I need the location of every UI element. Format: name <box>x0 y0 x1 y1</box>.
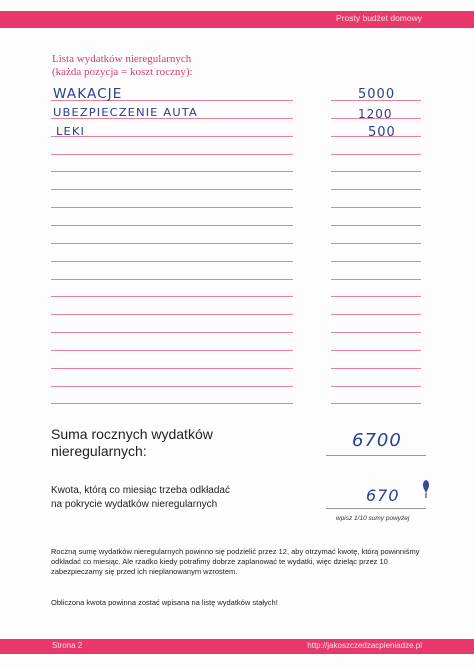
monthly-value-line <box>326 508 426 509</box>
list-rule-left <box>51 261 293 262</box>
list-rule-left <box>51 189 293 190</box>
list-rule-right <box>331 243 421 244</box>
monthly-note: wpisz 1/10 sumy powyżej <box>336 515 410 522</box>
monthly-label-line2: na pokrycie wydatków nieregularnych <box>51 499 218 510</box>
total-label <box>51 426 213 460</box>
list-rule-right <box>331 368 421 369</box>
item-name-3: LEKI <box>56 125 85 138</box>
list-rule-left <box>51 314 293 315</box>
list-rule-right <box>331 207 421 208</box>
total-label-line2: nieregularnych: <box>51 443 147 459</box>
list-rule-right <box>331 314 421 315</box>
header-title: Prosty budżet domowy <box>336 13 422 23</box>
list-rule-right <box>331 386 421 387</box>
list-rule-right <box>331 171 421 172</box>
monthly-label-line1: Kwota, którą co miesiąc trzeba odkładać <box>51 485 230 496</box>
list-rule-left <box>51 386 293 387</box>
list-rule-right <box>331 189 421 190</box>
list-rule-right <box>331 154 421 155</box>
item-amount-3: 500 <box>368 125 396 140</box>
list-rule-left <box>51 243 293 244</box>
list-rule-right <box>331 261 421 262</box>
list-rule-left <box>51 207 293 208</box>
list-rule-right <box>331 350 421 351</box>
list-rule-left <box>51 225 293 226</box>
footer-page-number: Strona 2 <box>52 641 83 650</box>
total-label-line1: Suma rocznych wydatków <box>51 426 213 442</box>
list-rule-left <box>51 296 293 297</box>
list-rule-left <box>51 350 293 351</box>
total-value: 6700 <box>352 430 402 451</box>
footer-url: http://jakoszczedzacpieniadze.pl <box>307 641 422 650</box>
list-rule-right <box>331 296 421 297</box>
footer-bar <box>0 639 474 654</box>
instructions-paragraph-2: Obliczona kwota powinna zostać wpisana na listę wydatków stałych! <box>51 598 278 607</box>
header-bar <box>0 11 474 28</box>
item-amount-1: 5000 <box>358 87 396 102</box>
list-rule-left <box>51 368 293 369</box>
instructions-paragraph-1: Roczną sumę wydatków nieregularnych powinno się podzielić przez 12, aby otrzymać kwotę, którą powinniśmy odkładać co miesiąc. Ale rzadko kiedy potrafimy dobrze zaplanować te wydatki, więc dzieląc przez 10 zabezpieczamy się przed ich nieplanowanym wzrostem. <box>51 547 420 576</box>
monthly-label <box>51 484 230 512</box>
list-rule-left <box>51 403 293 404</box>
section-heading <box>52 53 193 79</box>
monthly-value: 670 <box>366 486 400 505</box>
section-heading-line2: (każda pozycja = koszt roczny): <box>52 66 193 78</box>
list-rule-right <box>331 225 421 226</box>
total-value-line <box>326 455 426 456</box>
item-amount-2: 1200 <box>358 107 393 121</box>
pen-icon <box>421 479 431 499</box>
section-heading-line1: Lista wydatków nieregularnych <box>52 53 192 65</box>
list-rule-left <box>51 279 293 280</box>
list-rule-left <box>51 171 293 172</box>
list-rule-left <box>51 154 293 155</box>
list-rule-right <box>331 332 421 333</box>
item-name-1: WAKACJE <box>53 87 123 102</box>
list-rule-left <box>51 136 293 137</box>
list-rule-right <box>331 279 421 280</box>
list-rule-right <box>331 403 421 404</box>
list-rule-left <box>51 332 293 333</box>
item-name-2: UBEZPIECZENIE AUTA <box>53 106 198 119</box>
